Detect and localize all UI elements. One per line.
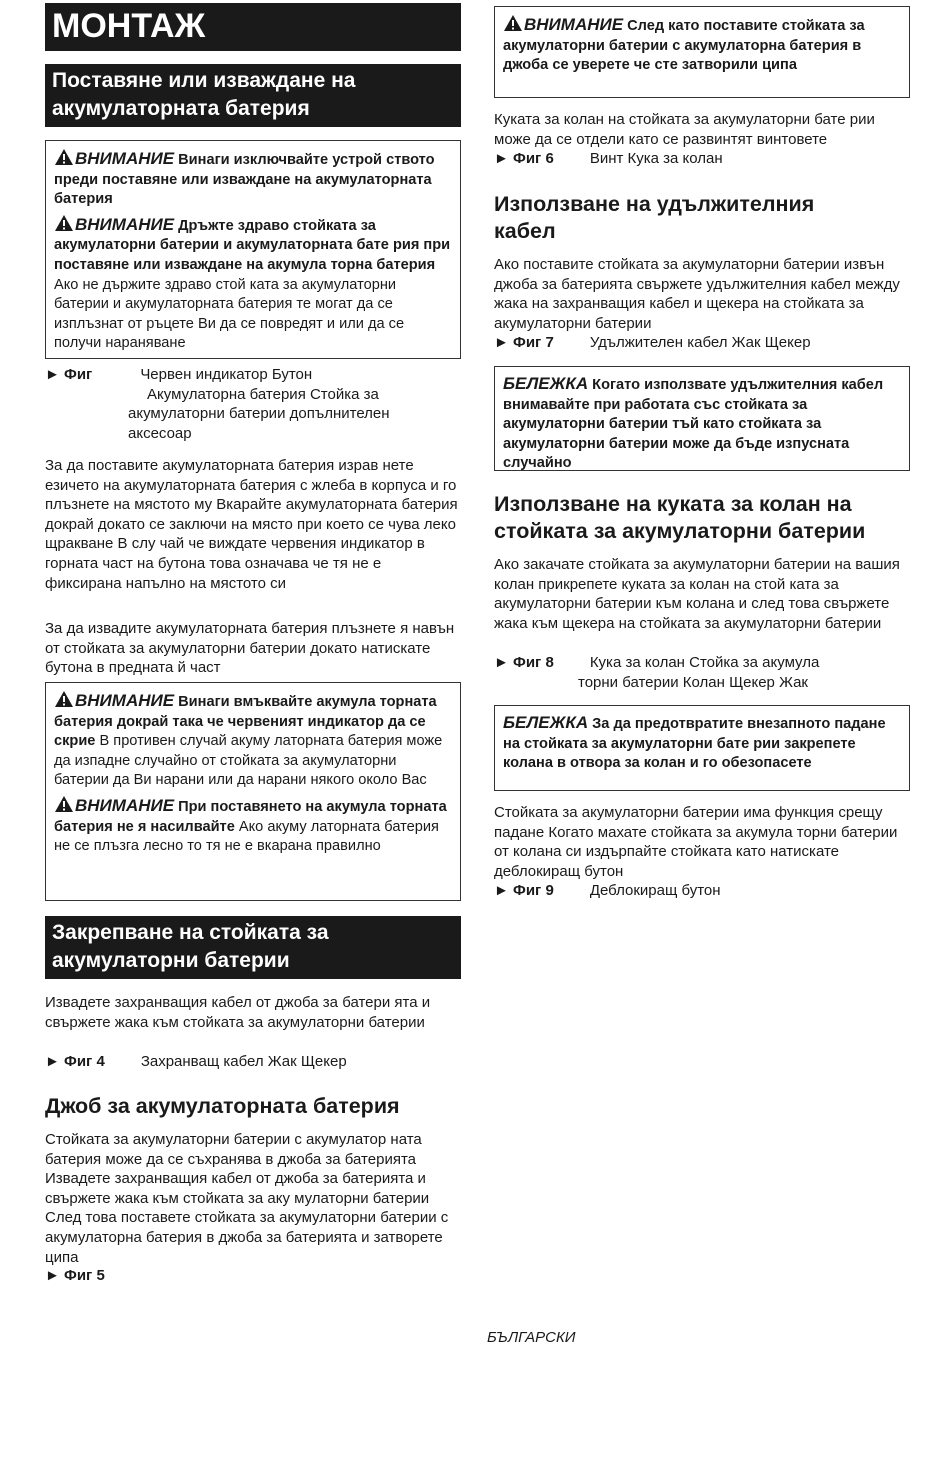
note-box: [494, 705, 910, 791]
warning-label: ВНИМАНИЕ: [75, 795, 175, 815]
figure-reference: [494, 149, 910, 169]
note-label: БЕЛЕЖКА: [503, 374, 589, 393]
note-text: Когато използвате удължителния кабел внимавайте при работата със стойката за акумулаторни батерии тъй като стойката за акумулаторни батерии може да бъде изпусната случайно: [503, 377, 884, 472]
paragraph: Извадете захранващия кабел от джоба за батери ята и свържете жака към стойката за акумулаторни батерии: [45, 994, 431, 1031]
warning-icon: [54, 795, 74, 813]
figure-items: Захранващ кабел Жак Щекер: [140, 1053, 347, 1070]
body-text: [494, 803, 910, 881]
heading-line: Използване на куката за колан на: [494, 492, 852, 516]
arrow-icon: ►: [494, 150, 509, 167]
warning-bold-text: Винаги вмъквайте акумула торната батерия докрай така че червеният индикатор да се скрие: [54, 694, 437, 750]
figure-reference: [45, 1266, 461, 1286]
heading-line: акумулаторната батерия: [52, 97, 310, 120]
arrow-icon: ►: [494, 654, 509, 671]
figure-reference: [494, 653, 910, 692]
heading-line: Поставяне или изваждане на: [52, 69, 356, 92]
figure-reference: [494, 333, 910, 353]
warning-text: В противен случай акуму латорната батерия може да изпадне случайно от стойката за акумулаторни батерии да Ви нарани или да нарани някого около Вас: [54, 733, 443, 789]
warning-bold-text: Дръжте здраво стойката за акумулаторни батерии и акумулаторната бате рия при поставяне или изваждане на акумула торна батерия: [54, 217, 451, 273]
warning-text: Ако не държите здраво стой ката за акумулаторни батерии и акумулаторната батерия те могат да се изплъзнат от ръцете Ви да се повредят и или да се получи нараняване: [54, 276, 405, 352]
figure-items: Деблокиращ бутон: [589, 882, 721, 899]
paragraph: Ако закачате стойката за акумулаторни батерии на вашия колан прикрепете куката за колан на стой ката за акумулаторни батерии към колана и след това свържете жака към щекера на стойката за акумулаторни батерии: [494, 556, 900, 632]
warning-label: ВНИМАНИЕ: [75, 691, 175, 710]
page-footer-language: БЪЛГАРСКИ: [487, 1329, 576, 1346]
figure-items: акумулаторни батерии допълнителен: [128, 405, 390, 423]
warning-icon: [54, 148, 74, 166]
arrow-icon: ►: [45, 1267, 60, 1284]
warning-text: Ако акуму латорната батерия не се плъзга лесно то тя не е вкарана правилно: [54, 818, 439, 855]
paragraph: За да поставите акумулаторната батерия израв нете езичето на акумулаторната батерия с жлеба в корпуса и го плъзнете на мястото му Вкарайте акумулаторната батерия докрай докато се заключи на място при което се чува леко щракване В слу чай че виждате червения индикатор в горната част на бутона това означава че тя не е фиксирана напълно на мястото си: [45, 457, 458, 592]
paragraph: Стойката за акумулаторни батерии има функция срещу падане Когато махате стойката за акумула торни батерии от колана си издърпайте стойката като натискате деблокиращ бутон: [494, 804, 898, 880]
body-text: [494, 110, 910, 149]
warning-label: ВНИМАНИЕ: [524, 15, 624, 34]
figure-label: Фиг 6: [513, 150, 554, 167]
warning-icon: [503, 14, 523, 32]
figure-items: Червен индикатор Бутон: [140, 366, 313, 383]
figure-reference: [45, 365, 461, 443]
heading-line: Използване на удължителния: [494, 192, 815, 216]
figure-items: торни батерии Колан Щекер Жак: [578, 673, 808, 691]
heading-line: стойката за акумулаторни батерии: [494, 519, 866, 543]
subsection-heading: Джоб за акумулаторната батерия: [45, 1094, 400, 1118]
figure-label: Фиг 4: [64, 1053, 105, 1070]
heading-line: акумулаторни батерии: [52, 949, 290, 972]
body-text: [494, 255, 910, 333]
warning-label: ВНИМАНИЕ: [75, 214, 175, 234]
body-text: [45, 456, 461, 593]
subsection-heading: [494, 191, 910, 245]
paragraph: Ако поставите стойката за акумулаторни батерии извън джоба за батерията свържете удължителния кабел между жака на захранващия кабел и щекера на стойката за акумулаторни батерии: [494, 256, 900, 332]
section-heading-mounting: [45, 916, 461, 979]
warning-bold-text: При поставянето на акумула торната батерия не я насилвайте: [54, 798, 447, 835]
arrow-icon: ►: [494, 334, 509, 351]
note-box: [494, 366, 910, 471]
figure-label: Фиг: [64, 366, 93, 383]
body-text: [45, 619, 461, 678]
figure-items: аксесоар: [128, 424, 192, 442]
figure-items: Удължителен кабел Жак Щекер: [589, 334, 811, 351]
paragraph: Стойката за акумулаторни батерии с акумулатор ната батерия може да се съхранява в джоба за батерията Извадете захранващия кабел от джоба за батерията и свържете жака към стойката за аку мулаторни батерии След това поставете стойката за акумулаторни батерии с акумулаторна батерия в джоба за батерията и затворете ципа: [45, 1131, 449, 1266]
section-heading-battery: [45, 64, 461, 127]
arrow-icon: ►: [45, 366, 60, 383]
heading-line: Закрепване на стойката за: [52, 921, 329, 944]
paragraph: Куката за колан на стойката за акумулаторни бате рии може да се отдели като се развинтят винтовете: [494, 111, 875, 148]
figure-label: Фиг 7: [513, 334, 554, 351]
subsection-heading: [494, 491, 910, 545]
warning-box: [45, 140, 461, 359]
figure-items: Винт Кука за колан: [589, 150, 723, 167]
figure-label: Фиг 9: [513, 882, 554, 899]
page-title: МОНТАЖ: [45, 3, 461, 51]
figure-reference: [494, 881, 910, 901]
arrow-icon: ►: [494, 882, 509, 899]
body-text: [45, 993, 461, 1032]
note-label: БЕЛЕЖКА: [503, 713, 589, 732]
body-text: [494, 555, 910, 633]
paragraph: За да извадите акумулаторната батерия плъзнете я навън от стойката за акумулаторни батерии докато натискате бутона в предната й част: [45, 620, 455, 677]
figure-items: Кука за колан Стойка за акумула: [589, 654, 820, 671]
warning-bold-text: След като поставите стойката за акумулаторни батерии с акумулаторна батерия в джоба се уверете че сте затворили ципа: [503, 18, 865, 74]
figure-label: Фиг 5: [64, 1267, 105, 1284]
figure-reference: [45, 1052, 461, 1072]
warning-icon: [54, 690, 74, 708]
warning-box: [45, 682, 461, 901]
figure-items: Акумулаторна батерия Стойка за: [147, 385, 379, 403]
warning-icon: [54, 214, 74, 232]
warning-text: Винаги изключвайте устрой ството преди поставяне или изваждане на акумулаторната батерия: [54, 152, 435, 208]
note-text: За да предотвратите внезапното падане на стойката за акумулаторни бате рии закрепете колана в отвора за колан и го обезопасете: [503, 716, 886, 772]
warning-label: ВНИМАНИЕ: [75, 149, 175, 168]
figure-label: Фиг 8: [513, 654, 554, 671]
heading-line: кабел: [494, 219, 556, 243]
arrow-icon: ►: [45, 1053, 60, 1070]
body-text: [45, 1130, 461, 1267]
warning-box: [494, 6, 910, 98]
